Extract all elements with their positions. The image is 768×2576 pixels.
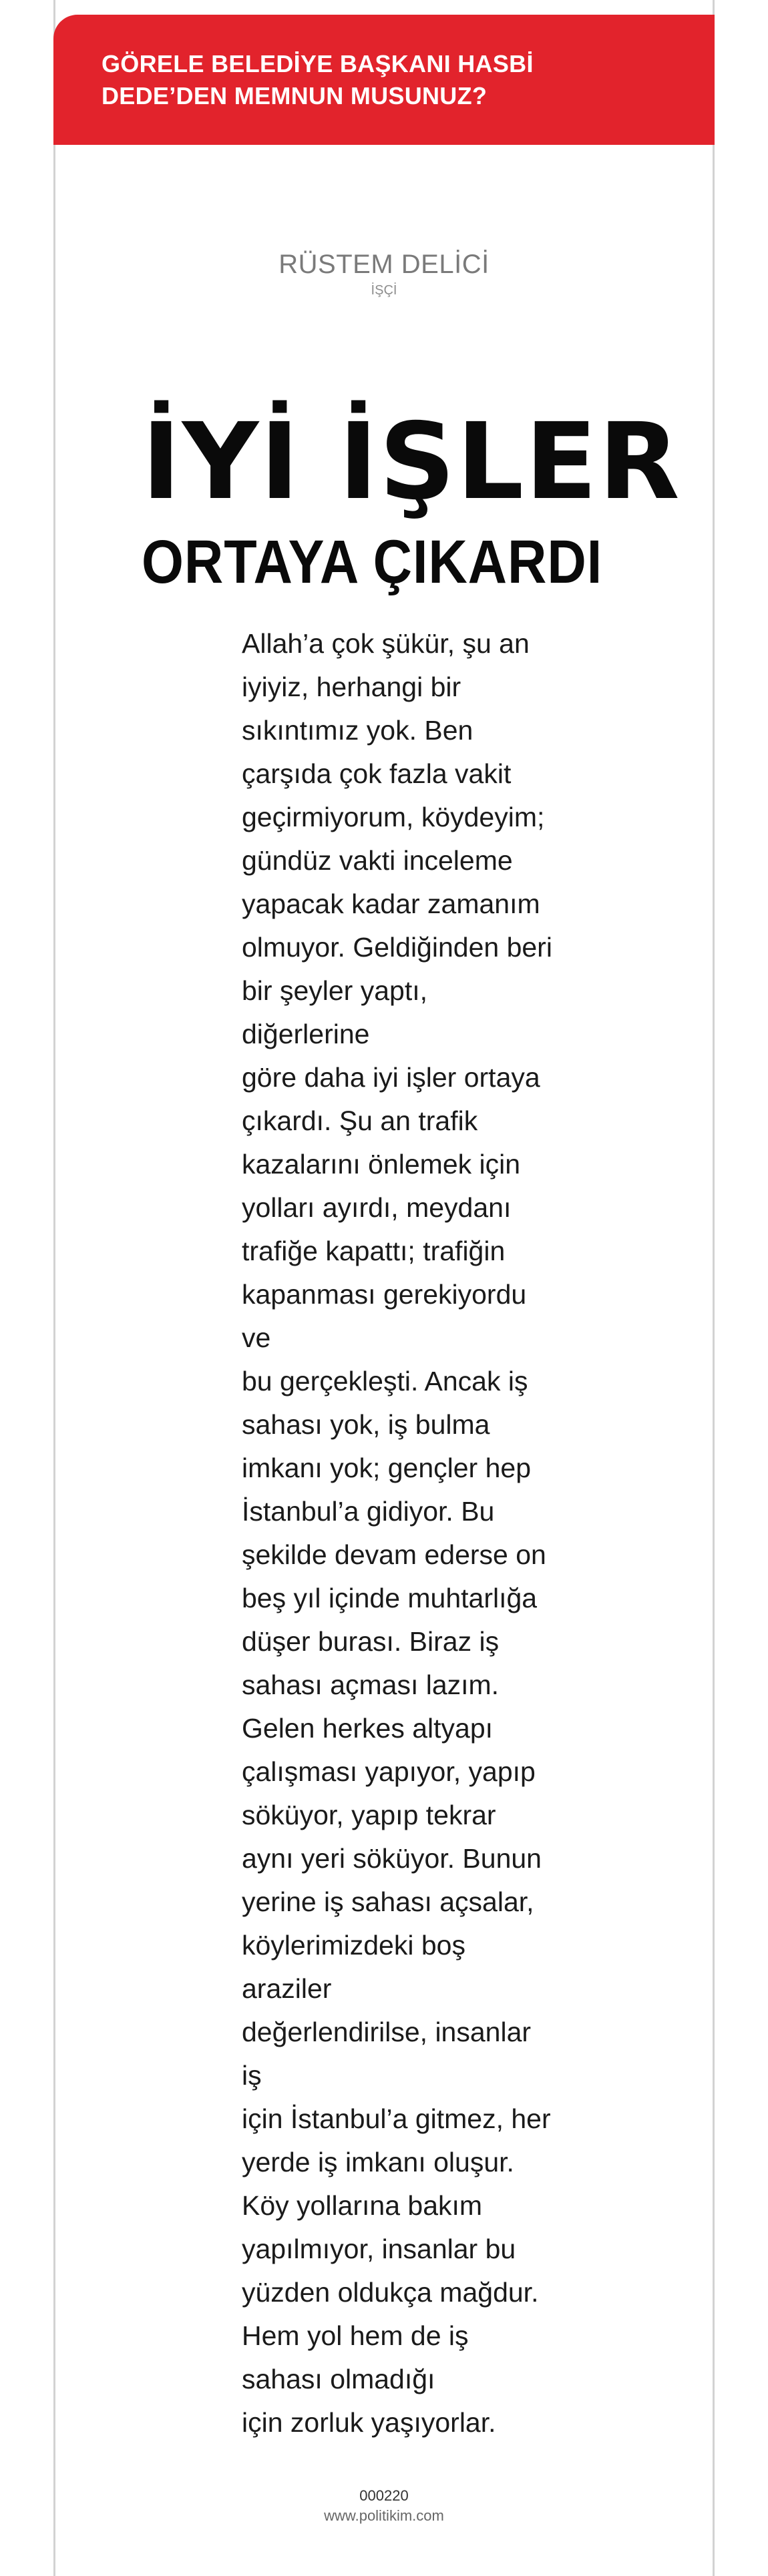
article-line: için İstanbul’a gitmez, her <box>242 2103 551 2134</box>
footer <box>0 2486 768 2526</box>
article-line: bu gerçekleşti. Ancak iş <box>242 1366 528 1396</box>
article-line: Hem yol hem de iş <box>242 2320 469 2351</box>
article-line: beş yıl içinde muhtarlığa <box>242 1583 538 1613</box>
article-line: gündüz vakti inceleme <box>242 845 513 876</box>
article-line: sahası olmadığı <box>242 2364 435 2394</box>
article-line: trafiğe kapattı; trafiğin <box>242 1236 506 1266</box>
author-role: İŞÇİ <box>371 283 397 298</box>
author-name: RÜSTEM DELİCİ <box>278 250 490 279</box>
article-line: Köy yollarına bakım <box>242 2190 483 2221</box>
article-line: için zorluk yaşıyorlar. <box>242 2407 496 2438</box>
headline-main: İYİ İŞLER <box>142 401 681 523</box>
article-line: sıkıntımız yok. Ben <box>242 715 473 746</box>
article-line: değerlendirilse, insanlar iş <box>242 2017 532 2091</box>
article-line: bir şeyler yaptı, diğerlerine <box>242 975 427 1049</box>
article-line: yolları ayırdı, meydanı <box>242 1192 512 1223</box>
article-line: yapacak kadar zamanım <box>242 888 540 919</box>
article-line: yüzden oldukça mağdur. <box>242 2277 539 2308</box>
article-line: iyiyiz, herhangi bir <box>242 672 461 702</box>
article-line: yerde iş imkanı oluşur. <box>242 2147 514 2177</box>
headline <box>142 401 681 596</box>
article-line: çıkardı. Şu an trafik <box>242 1105 478 1136</box>
article-line: geçirmiyorum, köydeyim; <box>242 802 545 832</box>
question-banner <box>53 15 715 145</box>
article-body <box>242 622 556 2444</box>
headline-sub: ORTAYA ÇIKARDI <box>142 528 603 596</box>
page-number: 000220 <box>359 2487 409 2504</box>
article-line: sahası açması lazım. <box>242 1669 500 1700</box>
article-line: İstanbul’a gidiyor. Bu <box>242 1496 495 1527</box>
article-line: köylerimizdeki boş araziler <box>242 1930 465 2004</box>
article-line: imkanı yok; gençler hep <box>242 1453 532 1483</box>
article-line: kazalarını önlemek için <box>242 1149 521 1180</box>
banner-title: GÖRELE BELEDİYE BAŞKANI HASBİ DEDE’DEN MEMNUN MUSUNUZ? <box>102 50 534 109</box>
author-block <box>0 248 768 299</box>
article-line: düşer burası. Biraz iş <box>242 1626 500 1657</box>
article-line: olmuyor. Geldiğinden beri <box>242 932 552 963</box>
article-line: yerine iş sahası açsalar, <box>242 1886 534 1917</box>
article-line: Allah’a çok şükür, şu an <box>242 628 530 659</box>
article-line: yapılmıyor, insanlar bu <box>242 2234 516 2264</box>
article-line: şekilde devam ederse on <box>242 1539 546 1570</box>
article-line: kapanması gerekiyordu ve <box>242 1279 527 1353</box>
article-line: söküyor, yapıp tekrar <box>242 1800 496 1830</box>
article-line: çalışması yapıyor, yapıp <box>242 1756 536 1787</box>
article-line: göre daha iyi işler ortaya <box>242 1062 540 1093</box>
article-line: Gelen herkes altyapı <box>242 1713 494 1744</box>
site-url[interactable]: www.politikim.com <box>324 2507 444 2524</box>
article-line: sahası yok, iş bulma <box>242 1409 490 1440</box>
article-line: aynı yeri söküyor. Bunun <box>242 1843 542 1874</box>
article-line: çarşıda çok fazla vakit <box>242 758 512 789</box>
